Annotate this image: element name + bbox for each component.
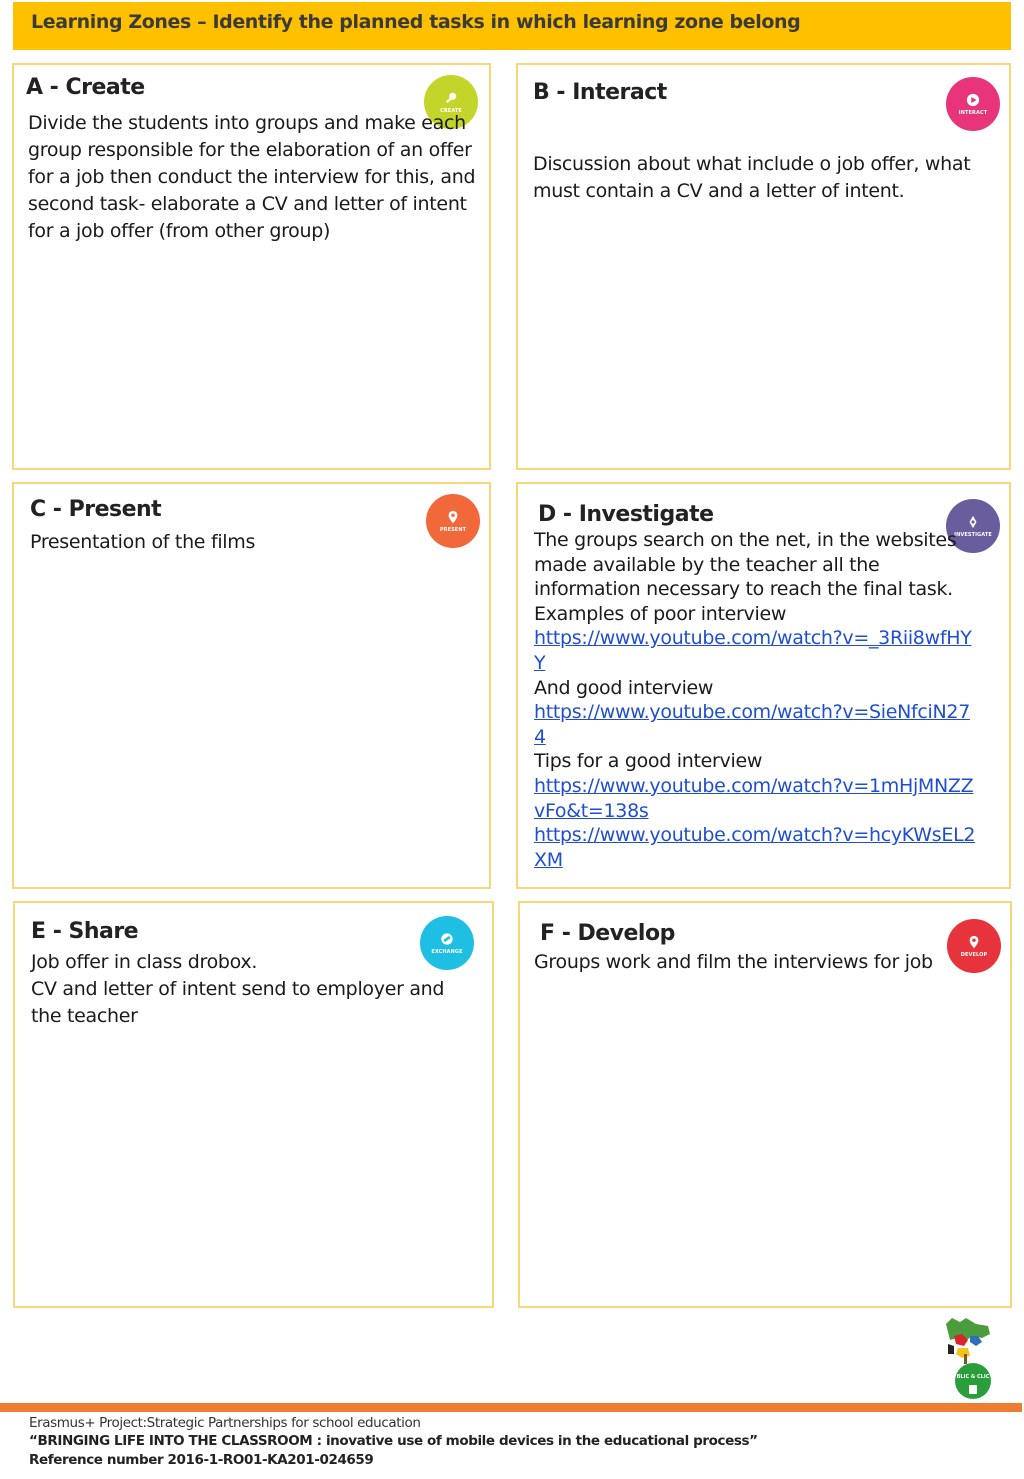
zone-investigate xyxy=(516,482,1011,889)
poor-interview-label: Examples of poor interview xyxy=(534,602,787,625)
page-title: Learning Zones – Identify the planned tasks in which learning zone belong xyxy=(31,11,801,33)
zone-title: B - Interact xyxy=(533,80,667,105)
zone-title: C - Present xyxy=(30,497,162,522)
zone-title: F - Develop xyxy=(540,921,675,946)
share-line-2: CV and letter of intent send to employer and the teacher xyxy=(31,978,445,1027)
badge-label: INVESTIGATE xyxy=(954,531,992,538)
logo-graphic xyxy=(936,1314,996,1402)
zone-text xyxy=(534,528,979,872)
footer-title-line: “BRINGING LIFE INTO THE CLASSROOM : inovative use of mobile devices in the educational process” xyxy=(29,1433,758,1449)
tree-map-logo-icon xyxy=(936,1314,996,1402)
tips-link-2[interactable]: https://www.youtube.com/watch?v=hcyKWsEL2XM xyxy=(534,824,976,871)
badge-label: PRESENT xyxy=(439,526,467,533)
investigate-intro: The groups search on the net, in the websites made available by the teacher all the information necessary to reach the final task. xyxy=(534,529,957,601)
footer xyxy=(29,1414,929,1469)
zone-text: Presentation of the films xyxy=(30,531,256,553)
zone-text: Discussion about what include o job offer, what must contain a CV and a letter of intent. xyxy=(533,153,971,202)
tips-label: Tips for a good interview xyxy=(534,750,763,773)
footer-reference-line: Reference number 2016-1-RO01-KA201-024659 xyxy=(29,1452,374,1468)
badge-label: DEVELOP xyxy=(960,951,988,958)
zone-develop xyxy=(518,901,1012,1308)
zone-title: D - Investigate xyxy=(538,502,714,527)
poor-interview-link[interactable]: https://www.youtube.com/watch?v=_3Rii8wfHYY xyxy=(534,627,972,674)
logo-text: BLIC & CLIC xyxy=(956,1374,990,1380)
page-title-bar xyxy=(13,2,1011,50)
pin-icon xyxy=(967,935,981,949)
badge-label: INTERACT xyxy=(958,109,988,116)
share-line-1: Job offer in class drobox. xyxy=(31,951,258,973)
play-icon xyxy=(966,93,980,107)
zone-create xyxy=(12,63,491,470)
footer-divider xyxy=(0,1403,1022,1412)
tips-link-1[interactable]: https://www.youtube.com/watch?v=1mHjMNZZvFo&t=138s xyxy=(534,774,974,822)
good-interview-link[interactable]: https://www.youtube.com/watch?v=SieNfciN274 xyxy=(534,701,971,748)
arrows-icon xyxy=(440,932,454,946)
zone-title: A - Create xyxy=(26,75,145,100)
badge-label: EXCHANGE xyxy=(431,948,463,955)
zone-title: E - Share xyxy=(31,919,139,944)
zone-share xyxy=(13,901,494,1308)
key-icon xyxy=(444,91,458,105)
compass-icon xyxy=(966,515,980,529)
zone-text: Divide the students into groups and make each group responsible for the elaboration of an offer for a job then conduct the interview for this, and second task- elaborate a CV and letter of intent for a job offer (from other group) xyxy=(28,112,476,242)
footer-project-line: Erasmus+ Project:Strategic Partnerships for school education xyxy=(29,1415,421,1431)
zone-interact xyxy=(516,63,1011,470)
zone-text xyxy=(31,949,471,1030)
good-interview-label: And good interview xyxy=(534,676,714,699)
zone-text: Groups work and film the interviews for job xyxy=(534,951,933,973)
zone-present xyxy=(12,482,491,889)
interact-badge-icon xyxy=(946,77,1000,131)
pin-icon xyxy=(446,510,460,524)
badge-label: CREATE xyxy=(440,107,462,114)
